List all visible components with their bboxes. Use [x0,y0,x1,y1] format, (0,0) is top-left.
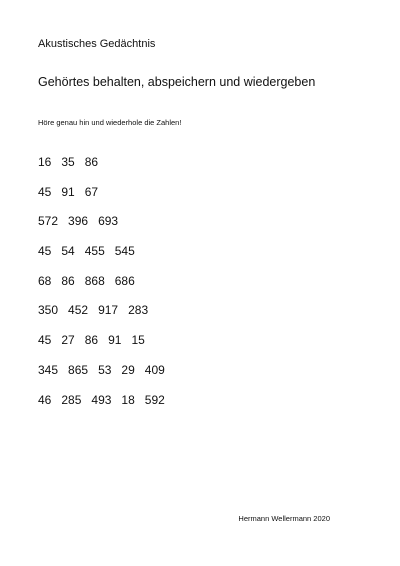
number-item: 86 [84,333,99,348]
number-item: 452 [68,303,89,318]
number-row [38,213,175,243]
number-item: 18 [121,392,135,407]
number-item: 91 [108,333,122,348]
number-row [38,184,175,214]
number-item: 686 [114,273,135,288]
number-item: 693 [98,214,119,229]
number-item: 46 [38,392,52,407]
number-item: 45 [38,333,52,348]
number-row [38,362,175,392]
number-item: 91 [61,184,75,199]
number-item: 396 [68,214,89,229]
number-item: 27 [61,333,75,348]
number-item: 572 [38,214,59,229]
number-item: 283 [128,303,149,318]
number-rows [38,154,175,421]
number-item: 868 [84,273,105,288]
number-item: 86 [84,155,99,169]
number-item: 350 [38,303,59,318]
number-item: 29 [121,362,135,377]
number-item: 15 [131,333,145,348]
number-item: 45 [38,184,52,199]
number-item: 455 [84,244,105,259]
number-row [38,332,175,362]
worksheet-instruction: Höre genau hin und wiederhole die Zahlen! [38,118,182,127]
number-row [38,154,175,184]
number-item: 16 [38,155,52,169]
worksheet-title: Gehörtes behalten, abspeichern und wiedergeben [38,75,316,89]
number-item: 493 [91,392,112,407]
number-row [38,392,175,422]
number-item: 54 [61,244,75,259]
number-row [38,243,175,273]
number-item: 865 [68,362,89,377]
number-row [38,273,175,303]
number-item: 545 [114,244,135,259]
number-item: 67 [84,184,99,199]
number-item: 917 [98,303,119,318]
number-item: 285 [61,392,82,407]
author-footer: Hermann Wellermann 2020 [238,514,330,523]
number-item: 53 [98,362,112,377]
number-item: 45 [38,244,52,259]
number-item: 35 [61,155,75,169]
number-item: 592 [144,392,165,407]
number-item: 345 [38,362,59,377]
number-row [38,302,175,332]
number-item: 86 [61,273,75,288]
number-item: 68 [38,273,52,288]
number-item: 409 [144,362,165,377]
worksheet-category: Akustisches Gedächtnis [38,38,156,50]
